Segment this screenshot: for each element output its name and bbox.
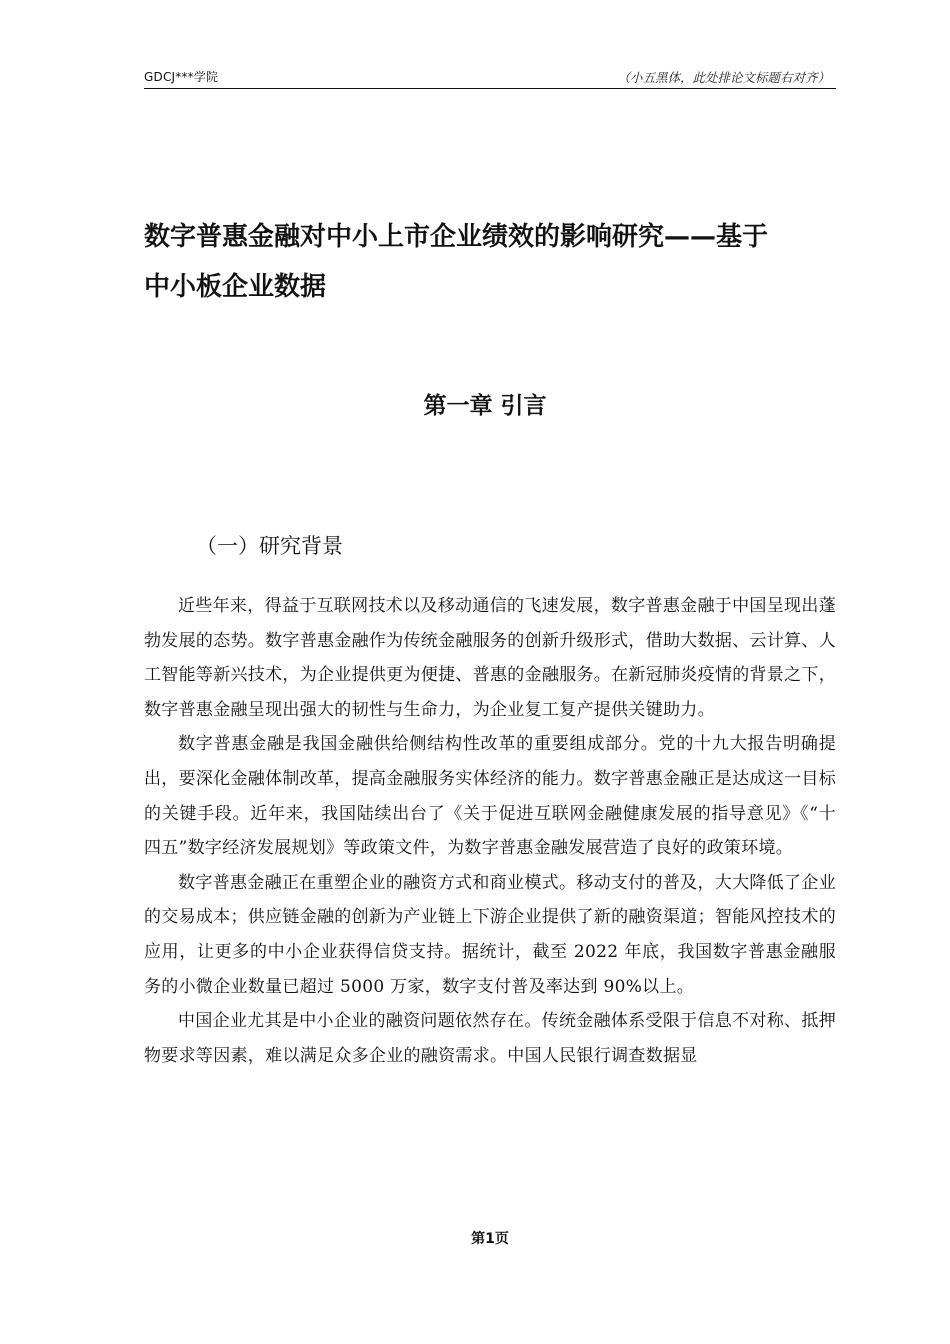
header-title-note: （小五黑体，此处排论文标题右对齐） [617,70,830,85]
page-header [144,66,836,89]
paragraph: 数字普惠金融正在重塑企业的融资方式和商业模式。移动支付的普及，大大降低了企业的交易成本；供应链金融的创新为产业链上下游企业提供了新的融资渠道；智能风控技术的应用，让更多的中小企业获得信贷支持。据统计，截至 2022 年底，我国数字普惠金融服务的小微企业数量已超过 5000 万家，数字支付普及率达到 90%以上。 [144,872,836,997]
paragraph: 近些年来，得益于互联网技术以及移动通信的飞速发展，数字普惠金融于中国呈现出蓬勃发展的态势。数字普惠金融作为传统金融服务的创新升级形式，借助大数据、云计算、人工智能等新兴技术，为企业提供更为便捷、普惠的金融服务。在新冠肺炎疫情的背景之下，数字普惠金融呈现出强大的韧性与生命力，为企业复工复产提供关键助力。 [144,596,836,720]
body-text [144,589,836,1073]
page-number: 第1页 [471,1231,509,1247]
thesis-title-line-1: 数字普惠金融对中小上市企业绩效的影响研究——基于 [144,222,769,252]
header-institution: GDCJ***学院 [144,70,219,84]
thesis-title-line-2: 中小板企业数据 [144,272,327,302]
paragraph: 数字普惠金融是我国金融供给侧结构性改革的重要组成部分。党的十九大报告明确提出，要深化金融体制改革，提高金融服务实体经济的能力。数字普惠金融正是达成这一目标的关键手段。近年来，我国陆续出台了《关于促进互联网金融健康发展的指导意见》《“十四五”数字经济发展规划》等政策文件，为数字普惠金融发展营造了良好的政策环境。 [144,734,836,859]
paragraph: 中国企业尤其是中小企业的融资问题依然存在。传统金融体系受限于信息不对称、抵押物要求等因素，难以满足众多企业的融资需求。中国人民银行调查数据显 [144,1011,836,1066]
chapter-title: 第一章 引言 [423,393,547,419]
thesis-title [144,212,844,312]
section-title: （一）研究背景 [196,534,343,558]
